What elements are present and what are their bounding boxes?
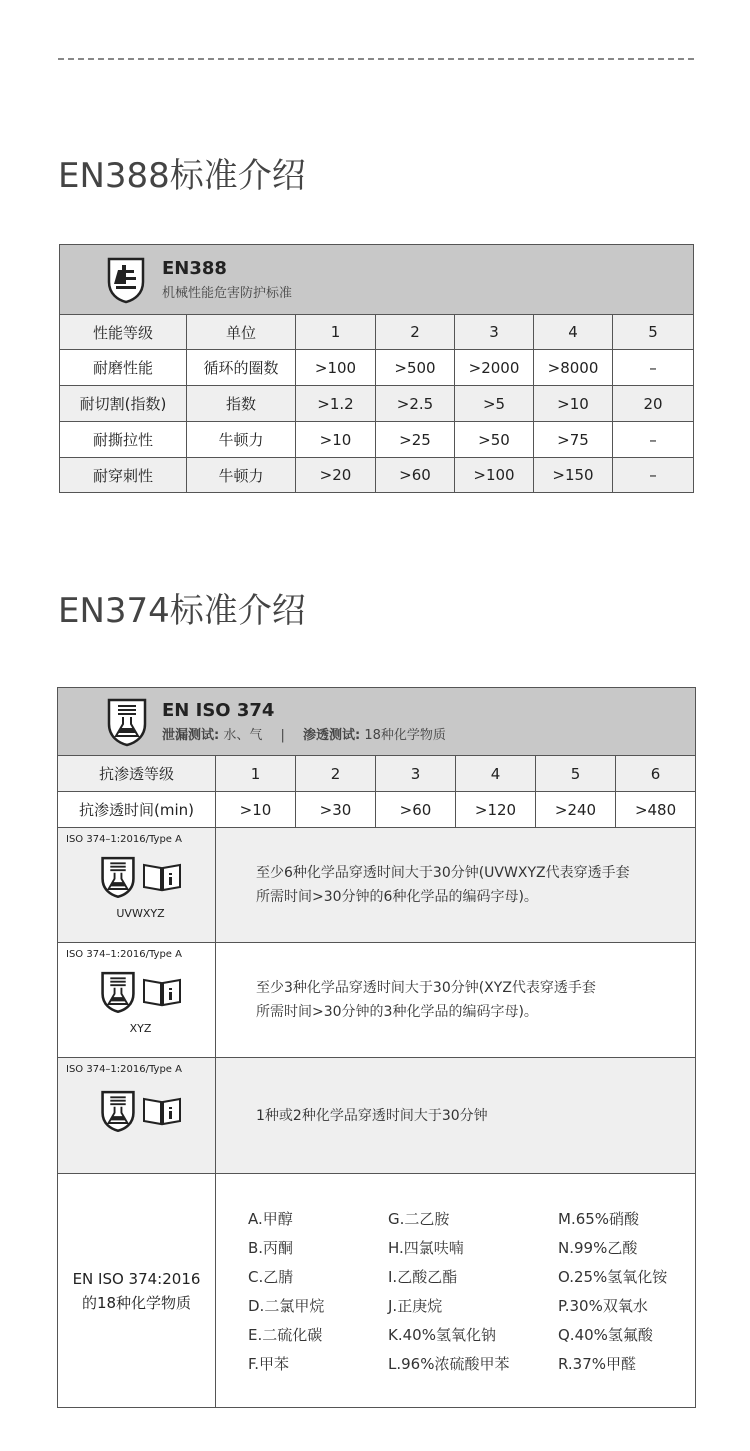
chemicals-row — [58, 1174, 696, 1408]
table-cell: >10 — [534, 386, 613, 422]
chemical-item: J.正庚烷 — [388, 1296, 443, 1315]
table-cell: >5 — [455, 386, 534, 422]
col-header: 单位 — [187, 315, 296, 350]
type-letters: XYZ — [129, 1022, 152, 1035]
chemicals-title-cell — [58, 1174, 216, 1408]
chemical-item: N.99%乙酸 — [558, 1238, 638, 1257]
type-description — [216, 943, 696, 1058]
type-a-cell — [58, 943, 216, 1058]
chemical-flask-shield-icon — [100, 855, 136, 899]
chemical-item: B.丙酮 — [248, 1238, 294, 1257]
type-row — [58, 1058, 696, 1174]
table-cell: 耐磨性能 — [60, 350, 187, 386]
en388-table — [59, 244, 694, 493]
chemical-item: M.65%硝酸 — [558, 1209, 640, 1228]
type-description — [216, 1058, 696, 1174]
type-letters: UVWXYZ — [116, 907, 165, 920]
en374-title: EN ISO 374 — [162, 700, 275, 721]
table-cell: >10 — [296, 422, 376, 458]
col-header: 2 — [376, 315, 455, 350]
table-row — [58, 792, 696, 828]
chemical-item: O.25%氢氧化铵 — [558, 1267, 668, 1286]
chemical-item: F.甲苯 — [248, 1354, 289, 1373]
table-cell: 耐撕拉性 — [60, 422, 187, 458]
permeation-test-label: 渗透测试: — [303, 728, 361, 743]
table-cell: >60 — [376, 792, 456, 828]
chemical-item: H.四氯呋喃 — [388, 1238, 464, 1257]
table-cell: – — [613, 350, 694, 386]
en388-heading: EN388标准介绍 — [58, 156, 306, 196]
type-a-cell — [58, 1058, 216, 1174]
description-line: 至少6种化学品穿透时间大于30分钟(UVWXYZ代表穿透手套 — [256, 865, 630, 881]
table-row — [60, 350, 694, 386]
table-cell: 6 — [616, 756, 696, 792]
en374-table — [57, 687, 696, 1408]
chemicals-list-cell — [216, 1174, 696, 1408]
table-cell: >75 — [534, 422, 613, 458]
table-cell: >120 — [456, 792, 536, 828]
table-cell: >1.2 — [296, 386, 376, 422]
chemical-item: D.二氯甲烷 — [248, 1296, 325, 1315]
chemical-item: E.二硫化碳 — [248, 1325, 323, 1344]
chemical-item: R.37%甲醛 — [558, 1354, 636, 1373]
table-cell: >8000 — [534, 350, 613, 386]
en388-title: EN388 — [162, 258, 227, 279]
type-code: ISO 374–1:2016/Type A — [66, 834, 182, 845]
chemical-item: C.乙腈 — [248, 1267, 294, 1286]
chemical-item: P.30%双氧水 — [558, 1296, 648, 1315]
leak-test-label: 泄漏测试: — [162, 728, 220, 743]
type-a-cell — [58, 828, 216, 943]
description-line: 所需时间>30分钟的6种化学品的编码字母)。 — [256, 889, 538, 905]
table-cell: >2000 — [455, 350, 534, 386]
table-cell: 牛顿力 — [187, 422, 296, 458]
table-cell: – — [613, 422, 694, 458]
table-cell: 抗渗透时间(min) — [58, 792, 216, 828]
chemical-item: L.96%浓硫酸甲苯 — [388, 1354, 510, 1373]
description-line: 1种或2种化学品穿透时间大于30分钟 — [256, 1107, 488, 1124]
chemical-item: K.40%氢氧化钠 — [388, 1325, 496, 1344]
type-description — [216, 828, 696, 943]
table-cell: 耐切割(指数) — [60, 386, 187, 422]
hand-cut-shield-icon — [106, 256, 146, 304]
table-cell: 3 — [376, 756, 456, 792]
en374-header — [58, 688, 696, 756]
chemicals-title: 的18种化学物质 — [81, 1293, 192, 1312]
table-row — [60, 458, 694, 493]
chemical-flask-shield-icon — [100, 1089, 136, 1133]
table-cell: >50 — [455, 422, 534, 458]
table-cell: >20 — [296, 458, 376, 493]
table-cell: >10 — [216, 792, 296, 828]
table-cell: – — [613, 458, 694, 493]
table-cell: 抗渗透等级 — [58, 756, 216, 792]
leak-test-value: 水、气 — [223, 728, 263, 743]
type-row — [58, 828, 696, 943]
table-cell: >30 — [296, 792, 376, 828]
chemical-item: I.乙酸乙酯 — [388, 1267, 458, 1286]
info-book-icon — [142, 977, 182, 1007]
table-cell: >150 — [534, 458, 613, 493]
chemical-flask-shield-icon — [100, 970, 136, 1014]
description-line: 所需时间>30分钟的3种化学品的编码字母)。 — [256, 1004, 538, 1020]
info-book-icon — [142, 862, 182, 892]
col-header: 1 — [296, 315, 376, 350]
table-cell: 指数 — [187, 386, 296, 422]
chemical-item: G.二乙胺 — [388, 1209, 450, 1228]
permeation-test-value: 18种化学物质 — [364, 728, 446, 743]
table-cell: 耐穿刺性 — [60, 458, 187, 493]
table-cell: >240 — [536, 792, 616, 828]
en388-header — [60, 245, 694, 315]
col-header: 5 — [613, 315, 694, 350]
col-header: 4 — [534, 315, 613, 350]
chemicals-title: EN ISO 374:2016 — [72, 1269, 201, 1288]
table-row — [60, 422, 694, 458]
subtitle-separator: | — [280, 728, 285, 743]
table-row — [60, 386, 694, 422]
table-row — [58, 756, 696, 792]
info-book-icon — [142, 1096, 182, 1126]
type-row — [58, 943, 696, 1058]
type-code: ISO 374–1:2016/Type A — [66, 1064, 182, 1075]
en374-heading: EN374标准介绍 — [58, 591, 306, 631]
table-cell: >500 — [376, 350, 455, 386]
table-cell: >25 — [376, 422, 455, 458]
en374-subtitle — [162, 724, 446, 743]
type-code: ISO 374–1:2016/Type A — [66, 949, 182, 960]
table-cell: 1 — [216, 756, 296, 792]
col-header: 3 — [455, 315, 534, 350]
table-cell: >100 — [455, 458, 534, 493]
description-line: 至少3种化学品穿透时间大于30分钟(XYZ代表穿透手套 — [256, 980, 596, 996]
table-cell: 4 — [456, 756, 536, 792]
en388-subtitle: 机械性能危害防护标准 — [162, 286, 293, 301]
table-cell: 牛顿力 — [187, 458, 296, 493]
table-cell: 20 — [613, 386, 694, 422]
table-cell: 5 — [536, 756, 616, 792]
table-cell: >100 — [296, 350, 376, 386]
top-dashed-divider — [58, 58, 694, 60]
table-cell: >480 — [616, 792, 696, 828]
table-cell: >2.5 — [376, 386, 455, 422]
col-header: 性能等级 — [60, 315, 187, 350]
table-cell: >60 — [376, 458, 455, 493]
table-cell: 循环的圈数 — [187, 350, 296, 386]
table-cell: 2 — [296, 756, 376, 792]
chemical-flask-shield-icon — [106, 697, 148, 747]
chemical-item: A.甲醇 — [248, 1209, 293, 1228]
chemical-item: Q.40%氢氟酸 — [558, 1325, 653, 1344]
